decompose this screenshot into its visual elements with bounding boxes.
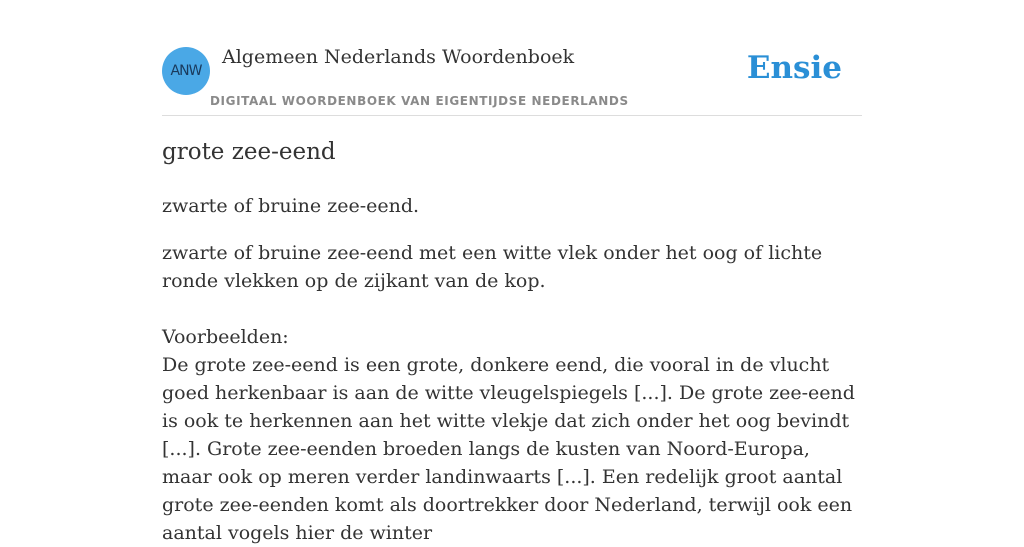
- header: [162, 0, 862, 116]
- short-definition: zwarte of bruine zee-eend.: [162, 195, 420, 217]
- examples-label: Voorbeelden:: [162, 326, 289, 348]
- source-logo[interactable]: [162, 47, 210, 95]
- examples-text: De grote zee-eend is een grote, donkere eend, die vooral in de vlucht goed herkenbaar is aan de witte vleugelspiegels [...]. De grote zee-eend is ook te herkennen aan het witte vlekje dat zich onder het oog bevindt [...]. Grote zee-eenden broeden langs de kusten van Noord-Europa, maar ook op meren verder landinwaarts [...]. Een redelijk groot aantal grote zee-eenden komt als doortrekker door Nederland, terwijl ook een aantal vogels hier de winter: [162, 354, 855, 544]
- page-container: [162, 0, 862, 544]
- long-definition: zwarte of bruine zee-eend met een witte vlek onder het oog of lichte ronde vlekken op de zijkant van de kop.: [162, 242, 823, 292]
- entry-title: grote zee-eend: [162, 139, 336, 165]
- source-subtitle: DIGITAAL WOORDENBOEK VAN EIGENTIJDSE NEDERLANDS: [210, 94, 629, 108]
- source-title[interactable]: Algemeen Nederlands Woordenboek: [222, 46, 575, 68]
- brand-logo[interactable]: Ensie: [746, 50, 842, 86]
- source-logo-text: ANW: [170, 63, 202, 79]
